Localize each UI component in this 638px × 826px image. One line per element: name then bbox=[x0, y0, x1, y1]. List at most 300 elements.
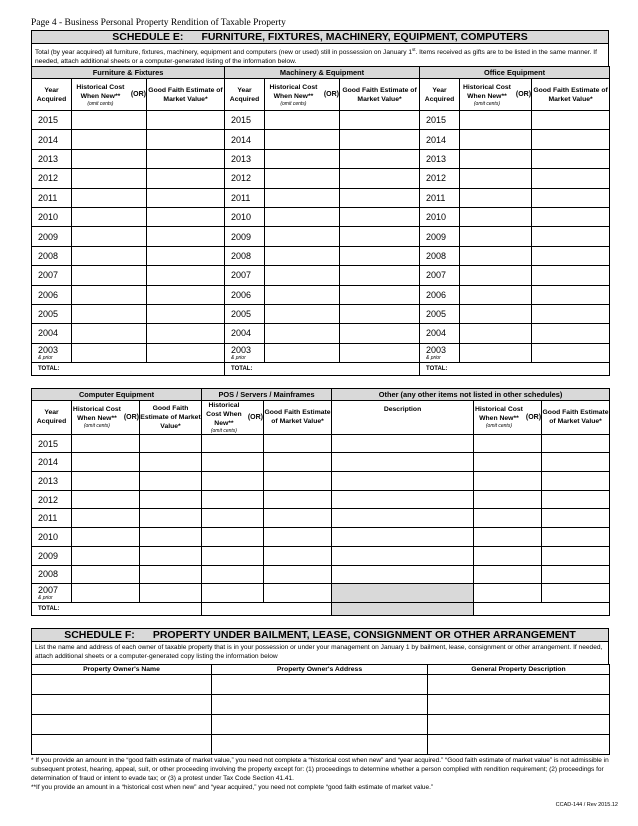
hist-cost-input[interactable] bbox=[72, 528, 140, 547]
year-value: 2007 bbox=[38, 585, 59, 596]
good-faith-input[interactable] bbox=[147, 324, 225, 343]
good-faith-input[interactable] bbox=[340, 130, 420, 149]
good-faith-input[interactable] bbox=[140, 565, 202, 584]
hist-cost-input[interactable] bbox=[72, 285, 147, 304]
schedule-f-label: SCHEDULE F: bbox=[64, 629, 135, 642]
hist-cost-input[interactable] bbox=[265, 266, 340, 285]
hist-cost-input[interactable] bbox=[202, 565, 264, 584]
or-label: (OR) bbox=[515, 91, 532, 98]
total-row-2 bbox=[32, 603, 610, 616]
description-input[interactable] bbox=[332, 453, 474, 472]
hist-cost-input[interactable] bbox=[72, 546, 140, 565]
hist-cost-input[interactable] bbox=[72, 343, 147, 362]
owner-name-input[interactable] bbox=[32, 715, 212, 735]
hist-cost-label: Historical Cost When New** bbox=[474, 406, 523, 423]
column-header-row-2 bbox=[32, 400, 610, 434]
good-faith-input[interactable] bbox=[542, 509, 610, 528]
good-faith-input[interactable] bbox=[147, 227, 225, 246]
good-faith-input[interactable] bbox=[140, 509, 202, 528]
group-pos-servers: POS / Servers / Mainframes bbox=[202, 388, 332, 400]
hist-cost-input[interactable] bbox=[265, 324, 340, 343]
hist-cost-header-wrap bbox=[460, 83, 531, 107]
good-faith-input[interactable] bbox=[542, 434, 610, 453]
good-faith-input[interactable] bbox=[140, 546, 202, 565]
year-value: 2014 bbox=[426, 134, 447, 145]
col-header-g-2 bbox=[140, 400, 202, 434]
hist-cost-input[interactable] bbox=[202, 490, 264, 509]
good-faith-input[interactable] bbox=[147, 304, 225, 323]
good-faith-input[interactable] bbox=[264, 434, 332, 453]
property-description-input[interactable] bbox=[428, 695, 610, 715]
hist-cost-input[interactable] bbox=[202, 546, 264, 565]
hist-cost-label: Historical Cost When New** bbox=[206, 401, 242, 427]
hist-cost-input[interactable] bbox=[474, 490, 542, 509]
hist-cost-input[interactable] bbox=[460, 227, 532, 246]
good-faith-input[interactable] bbox=[147, 343, 225, 362]
good-faith-header: Good Faith Estimate of Market Value* bbox=[542, 409, 609, 426]
description-input[interactable] bbox=[332, 509, 474, 528]
year-cell bbox=[225, 207, 265, 226]
or-label: (OR) bbox=[130, 91, 146, 98]
owner-address-input[interactable] bbox=[212, 735, 428, 755]
year-cell bbox=[32, 453, 72, 472]
good-faith-input[interactable] bbox=[140, 490, 202, 509]
year-cell bbox=[420, 304, 460, 323]
good-faith-input[interactable] bbox=[340, 207, 420, 226]
good-faith-input[interactable] bbox=[264, 509, 332, 528]
hist-cost-input[interactable] bbox=[460, 130, 532, 149]
year-cell bbox=[420, 324, 460, 343]
owner-address-input[interactable] bbox=[212, 715, 428, 735]
hist-cost-header bbox=[474, 405, 524, 429]
owner-name-input[interactable] bbox=[32, 695, 212, 715]
good-faith-input[interactable] bbox=[542, 528, 610, 547]
year-cell bbox=[32, 472, 72, 491]
year-cell bbox=[225, 111, 265, 130]
good-faith-input[interactable] bbox=[140, 472, 202, 491]
total-cell-desc bbox=[332, 603, 474, 616]
hist-cost-input[interactable] bbox=[72, 434, 140, 453]
year-value: 2007 bbox=[231, 270, 252, 281]
group-other: Other (any other items not listed in other schedules) bbox=[332, 388, 610, 400]
year-cell bbox=[225, 169, 265, 188]
intro-sup: st bbox=[412, 47, 416, 52]
hist-cost-input[interactable] bbox=[72, 490, 140, 509]
good-faith-input[interactable] bbox=[264, 453, 332, 472]
hist-cost-input[interactable] bbox=[460, 324, 532, 343]
good-faith-input[interactable] bbox=[147, 130, 225, 149]
year-value: 2015 bbox=[38, 115, 59, 126]
description-input[interactable] bbox=[332, 490, 474, 509]
col-header-h-3 bbox=[202, 400, 264, 434]
col-header-h-4 bbox=[265, 79, 340, 111]
property-description-input[interactable] bbox=[428, 735, 610, 755]
good-faith-input[interactable] bbox=[532, 246, 610, 265]
schedule-e-table-1 bbox=[31, 66, 610, 376]
schedule-f-title bbox=[31, 628, 609, 642]
year-value: 2011 bbox=[38, 192, 58, 203]
hist-cost-input[interactable] bbox=[72, 324, 147, 343]
hist-cost-input[interactable] bbox=[460, 207, 532, 226]
property-description-input[interactable] bbox=[428, 675, 610, 695]
good-faith-input[interactable] bbox=[532, 169, 610, 188]
col-header-h-1 bbox=[72, 400, 140, 434]
year-cell bbox=[420, 130, 460, 149]
year-cell bbox=[32, 130, 72, 149]
year-row bbox=[32, 246, 610, 265]
good-faith-input[interactable] bbox=[147, 266, 225, 285]
hist-cost-header-wrap bbox=[72, 83, 146, 107]
owner-address-input[interactable] bbox=[212, 675, 428, 695]
hist-cost-input[interactable] bbox=[72, 565, 140, 584]
owner-name-input[interactable] bbox=[32, 675, 212, 695]
good-faith-input[interactable] bbox=[542, 546, 610, 565]
total-cell bbox=[420, 362, 610, 375]
good-faith-input[interactable] bbox=[264, 584, 332, 603]
property-description-input[interactable] bbox=[428, 715, 610, 735]
good-faith-input[interactable] bbox=[542, 453, 610, 472]
hist-cost-input[interactable] bbox=[265, 149, 340, 168]
omit-cents-label: (omit cents) bbox=[83, 423, 110, 430]
year-cell bbox=[32, 304, 72, 323]
hist-cost-input[interactable] bbox=[72, 207, 147, 226]
hist-cost-input[interactable] bbox=[460, 304, 532, 323]
good-faith-input[interactable] bbox=[340, 111, 420, 130]
good-faith-input[interactable] bbox=[264, 490, 332, 509]
hist-cost-input[interactable] bbox=[460, 343, 532, 362]
year-value: 2012 bbox=[38, 173, 59, 184]
year-cell bbox=[225, 227, 265, 246]
prior-year-row bbox=[32, 343, 610, 362]
year-acquired-header: Year Acquired bbox=[36, 86, 67, 103]
year-cell bbox=[32, 584, 72, 603]
year-cell bbox=[32, 324, 72, 343]
total-label: TOTAL: bbox=[426, 365, 448, 372]
year-acquired-header: Year Acquired bbox=[424, 86, 455, 103]
hist-cost-input[interactable] bbox=[474, 472, 542, 491]
hist-cost-input[interactable] bbox=[72, 149, 147, 168]
hist-cost-input[interactable] bbox=[265, 130, 340, 149]
hist-cost-input[interactable] bbox=[72, 111, 147, 130]
or-label: (OR) bbox=[247, 413, 264, 421]
good-faith-input[interactable] bbox=[532, 227, 610, 246]
hist-cost-input[interactable] bbox=[460, 266, 532, 285]
schedule-f-row bbox=[32, 675, 610, 695]
good-faith-input[interactable] bbox=[542, 472, 610, 491]
schedule-f-table bbox=[31, 664, 610, 755]
year-cell bbox=[32, 227, 72, 246]
hist-cost-input[interactable] bbox=[202, 472, 264, 491]
or-label: (OR) bbox=[123, 413, 139, 421]
hist-cost-input[interactable] bbox=[265, 246, 340, 265]
hist-cost-header bbox=[72, 405, 122, 429]
hist-cost-input[interactable] bbox=[202, 434, 264, 453]
hist-cost-input[interactable] bbox=[460, 188, 532, 207]
hist-cost-input[interactable] bbox=[72, 584, 140, 603]
hist-cost-input[interactable] bbox=[72, 266, 147, 285]
hist-cost-input[interactable] bbox=[202, 528, 264, 547]
year-cell bbox=[225, 188, 265, 207]
omit-cents-label: (omit cents) bbox=[87, 100, 114, 107]
intro-text-b: . Items received as gifts are to be listed in the same manner. If needed, attach additional sheets or a computer-generated listing of the information below. bbox=[35, 49, 597, 66]
year-value: 2003 bbox=[426, 344, 447, 355]
hist-cost-input[interactable] bbox=[474, 528, 542, 547]
good-faith-input[interactable] bbox=[147, 207, 225, 226]
hist-cost-input[interactable] bbox=[72, 472, 140, 491]
group-office-equipment: Office Equipment bbox=[420, 67, 610, 79]
year-row bbox=[32, 227, 610, 246]
good-faith-input[interactable] bbox=[264, 472, 332, 491]
year-value: 2005 bbox=[38, 309, 59, 320]
omit-cents-label: (omit cents) bbox=[280, 100, 307, 107]
omit-cents-label: (omit cents) bbox=[485, 423, 512, 430]
total-cell bbox=[225, 362, 420, 375]
good-faith-input[interactable] bbox=[340, 285, 420, 304]
total-cell-other bbox=[474, 603, 610, 616]
good-faith-input[interactable] bbox=[532, 285, 610, 304]
hist-cost-header bbox=[265, 83, 322, 107]
good-faith-input[interactable] bbox=[532, 149, 610, 168]
good-faith-input[interactable] bbox=[264, 565, 332, 584]
total-cell bbox=[32, 362, 225, 375]
year-cell bbox=[225, 130, 265, 149]
hist-cost-input[interactable] bbox=[460, 169, 532, 188]
good-faith-input[interactable] bbox=[340, 188, 420, 207]
schedule-f-row bbox=[32, 735, 610, 755]
year-row bbox=[32, 528, 610, 547]
good-faith-header: Good Faith Estimate of Market Value* bbox=[342, 86, 417, 103]
omit-cents-label: (omit cents) bbox=[210, 427, 237, 434]
total-cell-pos bbox=[202, 603, 332, 616]
hist-cost-input[interactable] bbox=[474, 434, 542, 453]
col-header-h-6 bbox=[474, 400, 542, 434]
year-cell bbox=[420, 343, 460, 362]
year-cell bbox=[32, 528, 72, 547]
good-faith-input[interactable] bbox=[340, 246, 420, 265]
year-acquired-header: Year Acquired bbox=[36, 409, 67, 426]
year-value: 2008 bbox=[231, 250, 252, 261]
and-prior-label: & prior bbox=[231, 354, 246, 361]
hist-cost-input[interactable] bbox=[202, 584, 264, 603]
good-faith-input[interactable] bbox=[542, 565, 610, 584]
description-input[interactable] bbox=[332, 434, 474, 453]
hist-cost-input[interactable] bbox=[265, 111, 340, 130]
year-cell bbox=[225, 304, 265, 323]
schedule-f-heading: PROPERTY UNDER BAILMENT, LEASE, CONSIGNMENT OR OTHER ARRANGEMENT bbox=[152, 629, 576, 642]
and-prior-label: & prior bbox=[38, 354, 53, 361]
good-faith-input[interactable] bbox=[147, 188, 225, 207]
description-input[interactable] bbox=[332, 472, 474, 491]
hist-cost-header-wrap bbox=[202, 401, 263, 434]
hist-cost-header-wrap bbox=[474, 405, 541, 429]
good-faith-input[interactable] bbox=[532, 266, 610, 285]
year-value: 2011 bbox=[426, 192, 446, 203]
schedule-e-intro bbox=[31, 44, 609, 66]
year-cell bbox=[32, 490, 72, 509]
good-faith-input[interactable] bbox=[147, 285, 225, 304]
hist-cost-input[interactable] bbox=[474, 546, 542, 565]
year-row bbox=[32, 453, 610, 472]
year-value: 2006 bbox=[426, 289, 447, 300]
year-value: 2005 bbox=[426, 309, 447, 320]
good-faith-input[interactable] bbox=[532, 324, 610, 343]
good-faith-input[interactable] bbox=[147, 149, 225, 168]
year-value: 2010 bbox=[38, 531, 59, 542]
year-value: 2014 bbox=[38, 457, 59, 468]
year-cell bbox=[420, 285, 460, 304]
good-faith-input[interactable] bbox=[542, 490, 610, 509]
good-faith-input[interactable] bbox=[264, 546, 332, 565]
year-value: 2010 bbox=[426, 212, 447, 223]
good-faith-input[interactable] bbox=[140, 434, 202, 453]
good-faith-input[interactable] bbox=[340, 304, 420, 323]
total-row bbox=[32, 362, 610, 375]
group-machinery-equipment: Machinery & Equipment bbox=[225, 67, 420, 79]
good-faith-input[interactable] bbox=[532, 111, 610, 130]
year-value: 2013 bbox=[426, 153, 447, 164]
year-cell bbox=[32, 434, 72, 453]
description-input[interactable] bbox=[332, 565, 474, 584]
description-input[interactable] bbox=[332, 546, 474, 565]
prior-year-row bbox=[32, 584, 610, 603]
year-cell bbox=[420, 246, 460, 265]
good-faith-input[interactable] bbox=[340, 149, 420, 168]
and-prior-label: & prior bbox=[38, 595, 53, 602]
year-cell bbox=[225, 285, 265, 304]
year-cell bbox=[32, 111, 72, 130]
hist-cost-input[interactable] bbox=[265, 227, 340, 246]
description-input[interactable] bbox=[332, 528, 474, 547]
good-faith-input[interactable] bbox=[340, 266, 420, 285]
col-header-g-5 bbox=[340, 79, 420, 111]
description-input[interactable] bbox=[332, 584, 474, 603]
year-row bbox=[32, 546, 610, 565]
good-faith-input[interactable] bbox=[140, 584, 202, 603]
owner-address-input[interactable] bbox=[212, 695, 428, 715]
good-faith-input[interactable] bbox=[542, 584, 610, 603]
hist-cost-input[interactable] bbox=[72, 130, 147, 149]
year-cell bbox=[420, 207, 460, 226]
form-number: CCAD-144 / Rev 2015.12 bbox=[555, 802, 618, 808]
hist-cost-input[interactable] bbox=[72, 304, 147, 323]
good-faith-input[interactable] bbox=[532, 343, 610, 362]
year-value: 2014 bbox=[38, 134, 59, 145]
hist-cost-input[interactable] bbox=[265, 304, 340, 323]
year-value: 2004 bbox=[38, 328, 59, 339]
year-row bbox=[32, 304, 610, 323]
year-value: 2012 bbox=[426, 173, 447, 184]
hist-cost-input[interactable] bbox=[72, 188, 147, 207]
hist-cost-input[interactable] bbox=[72, 509, 140, 528]
hist-cost-input[interactable] bbox=[460, 285, 532, 304]
good-faith-input[interactable] bbox=[532, 188, 610, 207]
hist-cost-input[interactable] bbox=[72, 453, 140, 472]
form-page bbox=[31, 17, 609, 792]
year-cell bbox=[32, 565, 72, 584]
good-faith-input[interactable] bbox=[532, 304, 610, 323]
hist-cost-input[interactable] bbox=[202, 453, 264, 472]
owner-name-input[interactable] bbox=[32, 735, 212, 755]
year-cell bbox=[32, 188, 72, 207]
year-value: 2012 bbox=[231, 173, 252, 184]
hist-cost-input[interactable] bbox=[460, 149, 532, 168]
good-faith-input[interactable] bbox=[340, 227, 420, 246]
year-value: 2003 bbox=[38, 344, 59, 355]
hist-cost-input[interactable] bbox=[474, 453, 542, 472]
hist-cost-input[interactable] bbox=[265, 188, 340, 207]
hist-cost-input[interactable] bbox=[460, 246, 532, 265]
col-header-g-7 bbox=[542, 400, 610, 434]
hist-cost-input[interactable] bbox=[202, 509, 264, 528]
hist-cost-input[interactable] bbox=[72, 246, 147, 265]
schedule-f-row bbox=[32, 715, 610, 735]
year-row bbox=[32, 509, 610, 528]
hist-cost-input[interactable] bbox=[474, 584, 542, 603]
year-value: 2009 bbox=[426, 231, 447, 242]
year-row bbox=[32, 434, 610, 453]
hist-cost-input[interactable] bbox=[265, 285, 340, 304]
year-row bbox=[32, 266, 610, 285]
year-cell bbox=[32, 546, 72, 565]
schedule-e-table-2 bbox=[31, 388, 610, 617]
hist-cost-header bbox=[72, 83, 129, 107]
year-row bbox=[32, 324, 610, 343]
schedule-e-label: SCHEDULE E: bbox=[112, 31, 184, 43]
hist-cost-input[interactable] bbox=[265, 343, 340, 362]
year-value: 2007 bbox=[426, 270, 447, 281]
good-faith-input[interactable] bbox=[532, 130, 610, 149]
good-faith-input[interactable] bbox=[264, 528, 332, 547]
year-value: 2005 bbox=[231, 309, 252, 320]
good-faith-input[interactable] bbox=[532, 207, 610, 226]
hist-cost-input[interactable] bbox=[265, 207, 340, 226]
good-faith-input[interactable] bbox=[147, 111, 225, 130]
hist-cost-input[interactable] bbox=[460, 111, 532, 130]
col-header-d-5 bbox=[332, 400, 474, 434]
footnote-2: **If you provide an amount in a “historical cost when new” and “year acquired,” you need not complete “good faith estimate of market value.” bbox=[31, 783, 434, 791]
good-faith-input[interactable] bbox=[147, 169, 225, 188]
year-value: 2014 bbox=[231, 134, 252, 145]
year-row bbox=[32, 565, 610, 584]
hist-cost-input[interactable] bbox=[265, 169, 340, 188]
hist-cost-label: Historical Cost When New** bbox=[72, 406, 121, 423]
col-header-y-0 bbox=[32, 79, 72, 111]
year-cell bbox=[32, 207, 72, 226]
schedule-e-title bbox=[31, 30, 609, 44]
good-faith-input[interactable] bbox=[340, 324, 420, 343]
good-faith-input[interactable] bbox=[140, 453, 202, 472]
good-faith-input[interactable] bbox=[340, 169, 420, 188]
year-cell bbox=[420, 111, 460, 130]
col-header-h-1 bbox=[72, 79, 147, 111]
hist-cost-input[interactable] bbox=[474, 509, 542, 528]
year-value: 2009 bbox=[38, 550, 59, 561]
hist-cost-input[interactable] bbox=[474, 565, 542, 584]
col-header-y-3 bbox=[225, 79, 265, 111]
good-faith-input[interactable] bbox=[147, 246, 225, 265]
schedule-f-header-row bbox=[32, 665, 610, 675]
good-faith-input[interactable] bbox=[340, 343, 420, 362]
hist-cost-input[interactable] bbox=[72, 227, 147, 246]
hist-cost-input[interactable] bbox=[72, 169, 147, 188]
year-cell bbox=[420, 188, 460, 207]
schedule-f-row bbox=[32, 695, 610, 715]
col-header-y-0 bbox=[32, 400, 72, 434]
good-faith-input[interactable] bbox=[140, 528, 202, 547]
schedule-f-intro: List the name and address of each owner of taxable property that is in your possession or under your management on January 1 by bailment, lease, consignment or other arrangement. If needed, attach additional sheets or a computer-generated copy listing the information below bbox=[31, 642, 609, 664]
col-header-g-2 bbox=[147, 79, 225, 111]
year-row bbox=[32, 285, 610, 304]
